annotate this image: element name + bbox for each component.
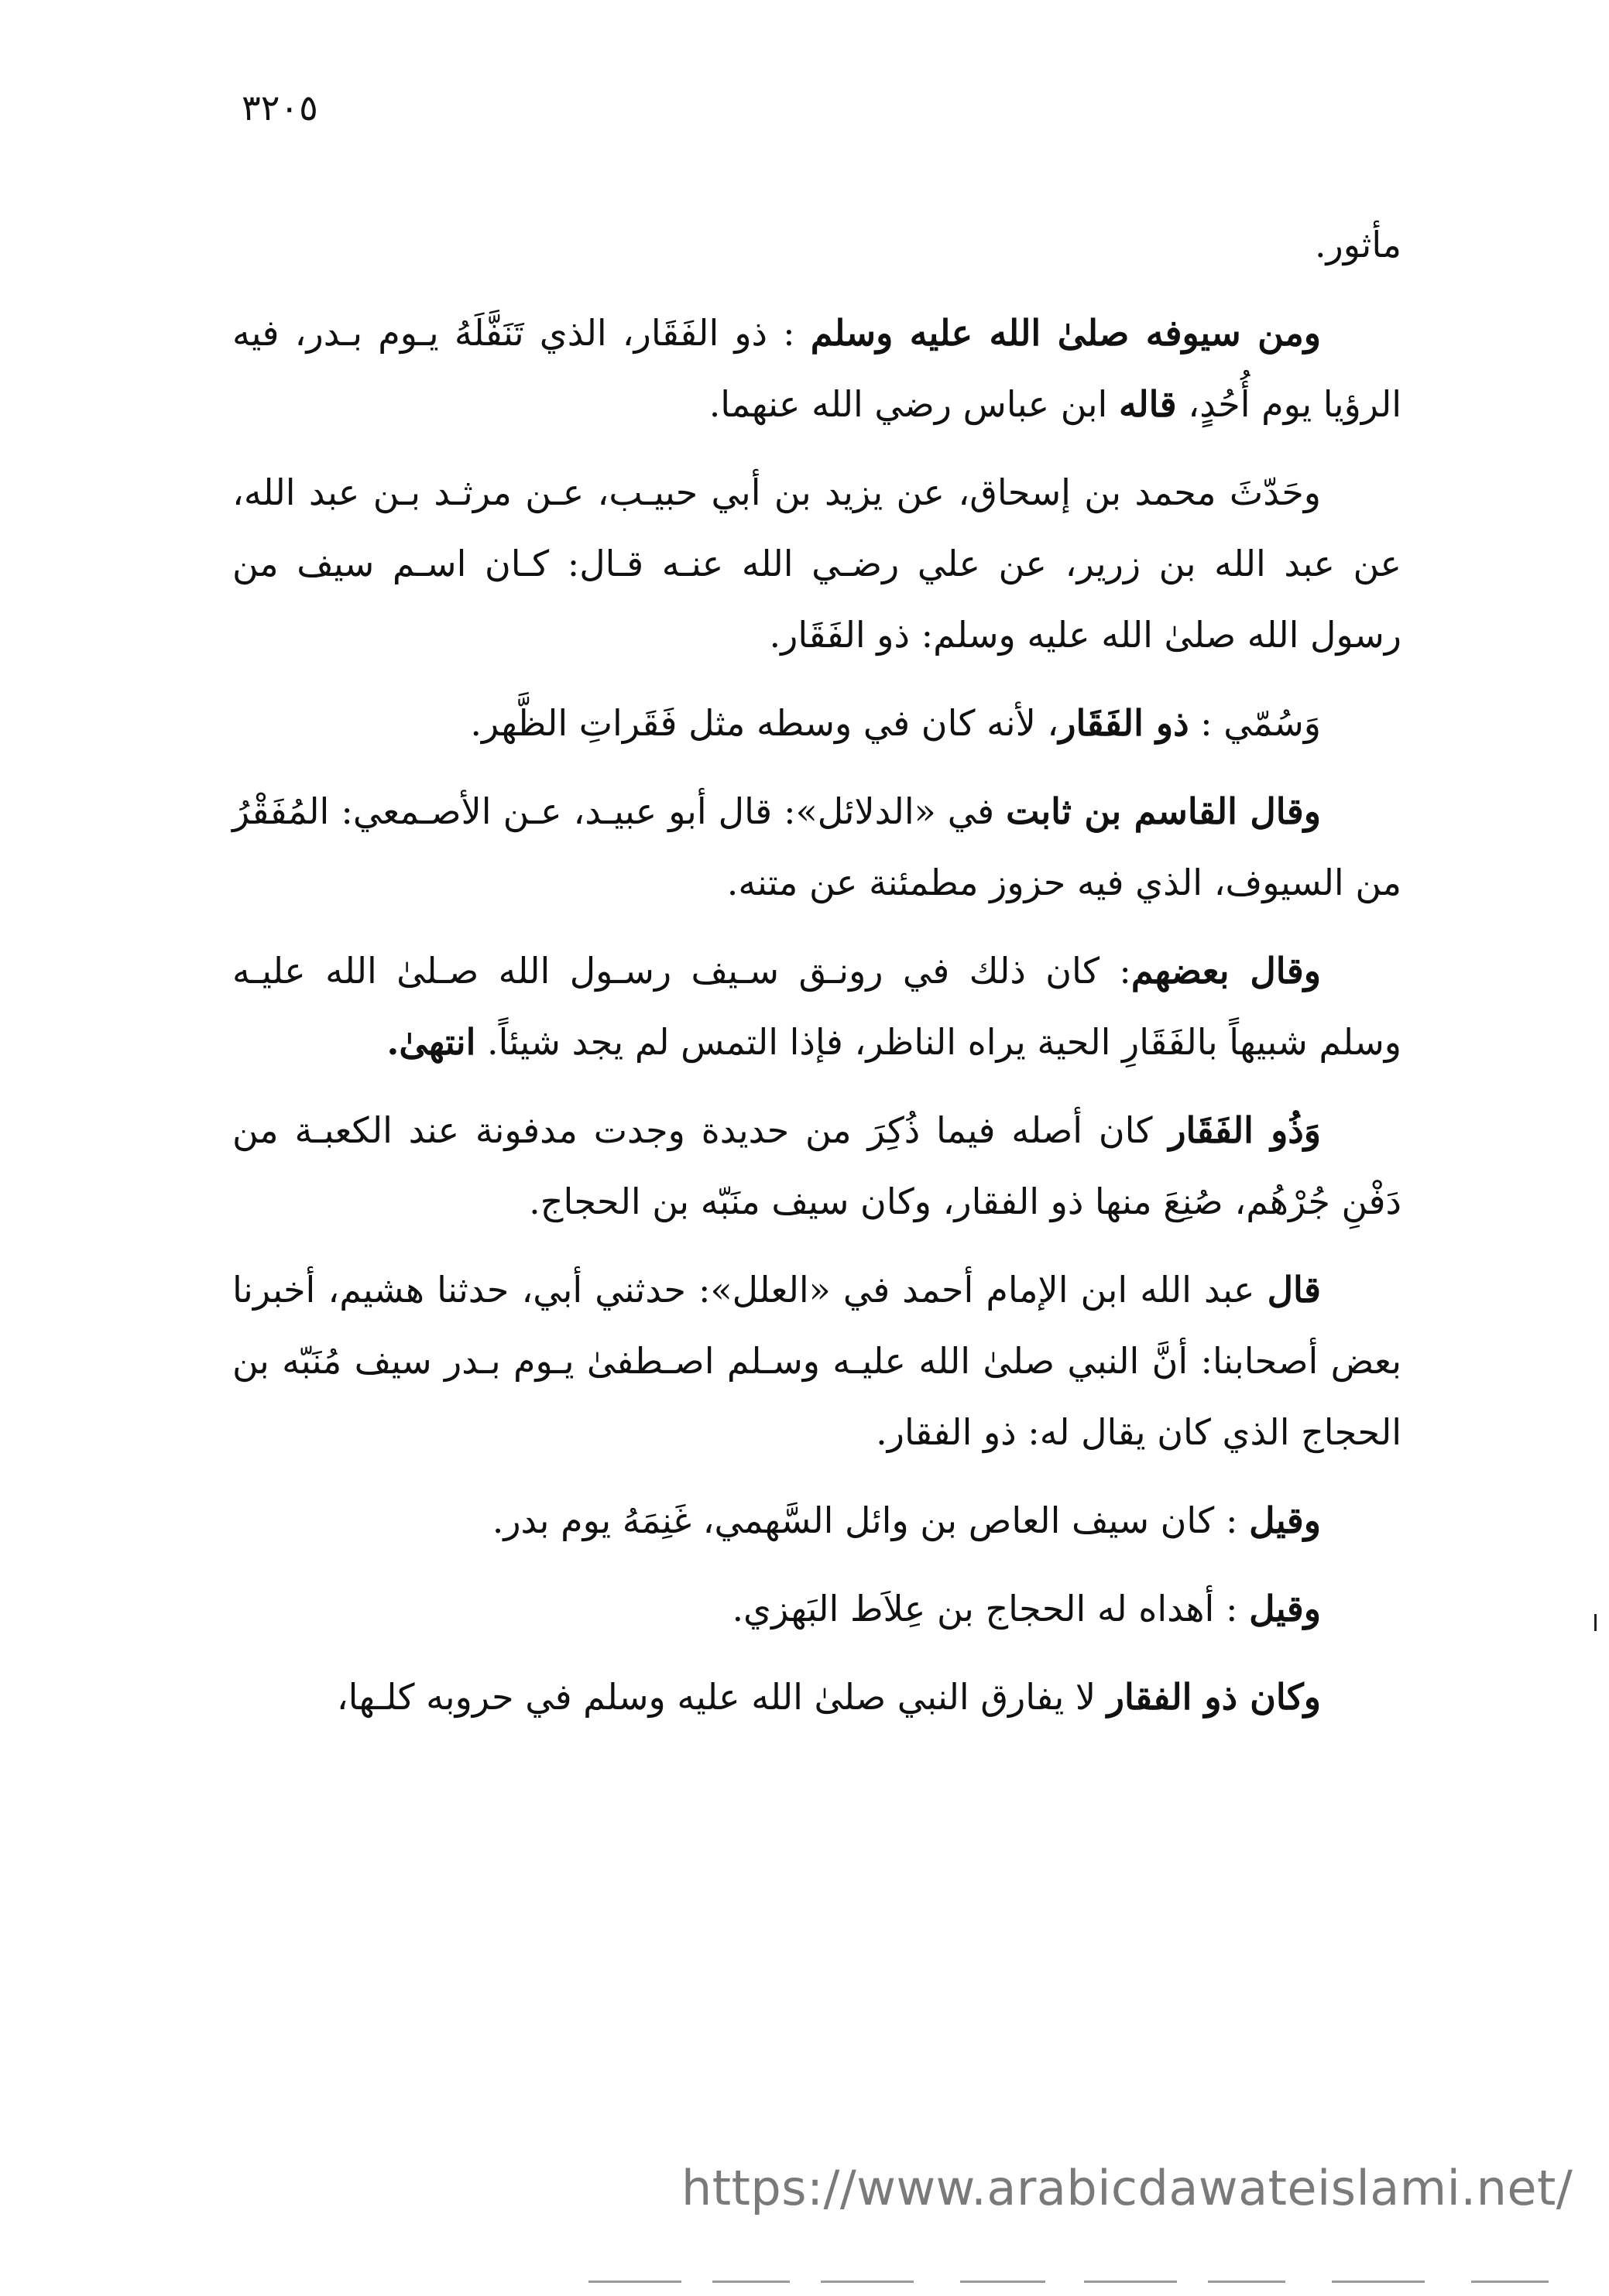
bold-text-run: ومن سيوفه صلىٰ الله عليه وسلم	[810, 312, 1322, 354]
paragraph	[232, 1095, 1401, 1237]
scan-edge-marks	[588, 2281, 1609, 2287]
bold-text-run: انتهىٰ.	[386, 1021, 476, 1063]
paragraph	[232, 935, 1401, 1078]
text-run: وحَدّثَ محمد بن إسحاق، عن يزيد بن أبي حبيـب، عـن مرثـد بـن عبد الله، عن عبد الله بن زرير، عن علي رضـي الله عنـه قـال: كـان اسـم سيف من رسول الله صلىٰ الله عليه وسلم: ذو الفَقَار.	[232, 471, 1401, 656]
bold-text-run: وكان ذو الفقار	[1106, 1676, 1321, 1718]
scan-margin-mark	[1594, 1614, 1597, 1631]
text-run: : كان سيف العاص بن وائل السَّهمي، غَنِمَهُ يوم بدر.	[492, 1499, 1250, 1541]
bold-text-run: وقيل	[1249, 1588, 1321, 1629]
text-run: كان أصله فيما ذُكِرَ من حديدة وجدت مدفونة عند الكعبـة من دَفْنِ جُرْهُم، صُنِعَ منها ذو الفقار، وكان سيف منَبّه بن الحجاج.	[232, 1109, 1401, 1222]
paragraph	[232, 297, 1401, 440]
text-run: مأثور.	[1314, 224, 1401, 266]
text-run: ابن عباس رضي الله عنهما.	[708, 383, 1119, 425]
text-run: في «الدلائل»: قال أبو عبيـد، عـن الأصـمعي: المُفَقْرُ من السيوف، الذي فيه حزوز مطمئنة عن متنه.	[232, 790, 1401, 903]
bold-text-run: وقال بعضهم	[1130, 950, 1321, 992]
text-run: لا يفارق النبي صلىٰ الله عليه وسلم في حروبه كلـها،	[336, 1676, 1107, 1718]
text-run: عبد الله ابن الإمام أحمد في «العلل»: حدثني أبي، حدثنا هشيم، أخبرنا بعض أصحابنا: أنَّ النبي صلىٰ الله عليـه وسـلم اصـطفىٰ يـوم بـدر سيف مُنَبّه بن الحجاج الذي كان يقال له: ذو الفقار.	[232, 1269, 1401, 1453]
text-run: : ذو الفَقَار، الذي تَنَفَّلَهُ يـوم بـدر، فيه الرؤيا يوم أُحُدٍ،	[232, 312, 1401, 425]
bold-text-run: وقيل	[1249, 1499, 1321, 1541]
paragraph	[232, 1254, 1401, 1468]
bold-text-run: ذو الفَقَار	[1058, 702, 1189, 744]
bold-text-run: وَذُو الفَقَار	[1168, 1109, 1321, 1151]
text-run: : كان ذلك في رونـق سـيف رسـول الله صـلىٰ الله عليـه وسلم شبيهاً بالفَقَارِ الحية يراه الناظر، فإذا التمس لم يجد شيئاً.	[232, 950, 1401, 1063]
paragraph	[232, 1661, 1401, 1732]
source-url: https://www.arabicdawateislami.net/	[681, 2160, 1573, 2216]
bold-text-run: وقال القاسم بن ثابت	[1006, 790, 1321, 832]
paragraph	[232, 209, 1401, 280]
page-number: ٣٢٠٥	[242, 87, 318, 129]
bold-text-run: قال	[1267, 1269, 1321, 1311]
text-run: ، لأنه كان في وسطه مثل فَقَراتِ الظَّهر.	[470, 702, 1059, 744]
paragraph	[232, 1573, 1401, 1644]
text-run: : أهداه له الحجاج بن عِلاَط البَهزي.	[732, 1588, 1250, 1629]
paragraph	[232, 776, 1401, 918]
paragraph	[232, 1485, 1401, 1556]
text-run: وَسُمّي :	[1189, 702, 1321, 744]
page-body	[232, 209, 1401, 1749]
paragraph	[232, 457, 1401, 670]
paragraph	[232, 687, 1401, 759]
bold-text-run: قاله	[1118, 383, 1177, 425]
